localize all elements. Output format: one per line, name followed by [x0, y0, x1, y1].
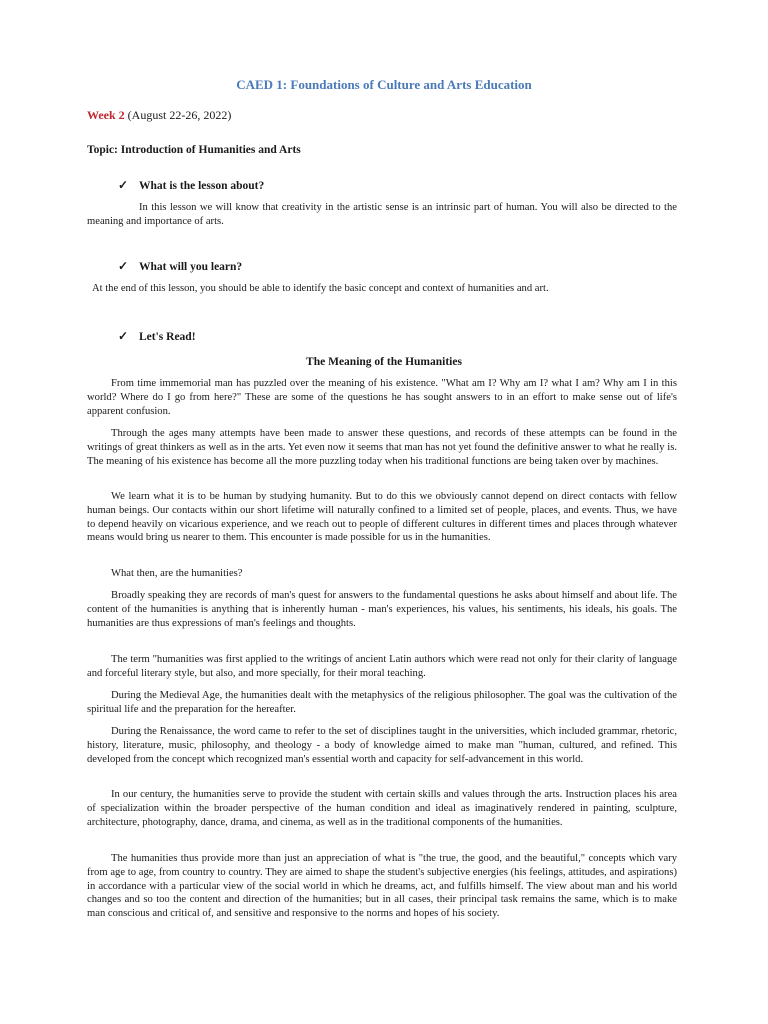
lets-read-heading	[118, 329, 196, 344]
reading-paragraph-1: From time immemorial man has puzzled over the meaning of his existence. "What am I? Why am I? what I am? Why am I in this world? Where do I go from here?" These are some of the questions he has sought answers to in an effort to make sense out of life's apparent confusion.	[87, 378, 677, 417]
topic-prefix: Topic:	[87, 144, 118, 156]
will-learn-body: At the end of this lesson, you should be able to identify the basic concept and context of humanities and art.	[92, 283, 549, 294]
reading-paragraph-4: What then, are the humanities?	[111, 568, 243, 579]
reading-paragraph-3: We learn what it is to be human by studying humanity. But to do this we obviously cannot depend on direct contacts with fellow human beings. Our contacts within our short lifetime will naturally confined to a limited set of people, places, and events. Thus, we have to depend heavily on vicarious experience, and we reach out to people of different cultures in different times and places through whatever means would bring us nearer to them. This encounter is made possible for us in the humanities.	[87, 491, 677, 544]
reading-paragraph-8: During the Renaissance, the word came to refer to the set of disciplines taught in the universities, which included grammar, rhetoric, history, literature, music, philosophy, and theology - a body of knowledge aimed to make man "human, cultured, and refined. This developed from the concept which recognized man's essential worth and capacity for self-advancement in this world.	[87, 726, 677, 765]
lesson-about-body: In this lesson we will know that creativity in the artistic sense is an intrinsic part of human. You will also be directed to the meaning and importance of arts.	[87, 202, 677, 227]
will-learn-heading-text: What will you learn?	[139, 260, 243, 273]
reading-paragraph-5: Broadly speaking they are records of man's quest for answers to the fundamental questions he asks about himself and about life. The content of the humanities is anything that is inherently human - man's experiences, his values, his sentiments, his ideals, his goals. The humanities are thus expressions of man's feelings and thoughts.	[87, 590, 677, 629]
topic-text: Introduction of Humanities and Arts	[120, 144, 301, 156]
checkmark-icon: ✓	[118, 329, 129, 343]
will-learn-heading	[118, 259, 242, 274]
reading-paragraph-2: Through the ages many attempts have been made to answer these questions, and records of these attempts can be found in the writings of great thinkers as well as in the arts. Yet even now it seems that man has not yet found the definitive answer to what he really is. The meaning of his existence has become all the more puzzling today when his traditional functions are being taken over by machines.	[87, 428, 677, 467]
checkmark-icon: ✓	[118, 259, 129, 273]
reading-paragraph-9: In our century, the humanities serve to provide the student with certain skills and values through the arts. Instruction places his area of specialization within the broader perspective of the human condition and ideal as imaginatively rendered in painting, sculpture, architecture, photography, dance, drama, and cinema, as well as in the traditional components of the humanities.	[87, 789, 677, 828]
week-line	[87, 108, 231, 123]
lets-read-heading-text: Let's Read!	[139, 330, 196, 343]
checkmark-icon: ✓	[118, 178, 129, 192]
week-dates: (August 22-26, 2022)	[127, 108, 232, 122]
reading-paragraph-7: During the Medieval Age, the humanities dealt with the metaphysics of the religious philosopher. The goal was the cultivation of the spiritual life and the preparation for the hereafter.	[87, 690, 677, 715]
lesson-about-heading-text: What is the lesson about?	[139, 179, 265, 192]
reading-paragraph-10: The humanities thus provide more than just an appreciation of what is "the true, the good, and the beautiful," concepts which vary from age to age, from country to country. They are aimed to shape the student's subjective energies (his feelings, attitudes, and aspirations) in accordance with a particular view of the social world in which he dreams, act, and fulfills himself. The view about man and his world changes and so too the content and direction of the humanities; but in all cases, their principal task remains the same, which is to make man conscious and critical of, and sensitive and responsive to the norms and hopes of his society.	[87, 853, 677, 920]
reading-paragraph-6: The term "humanities was first applied to the writings of ancient Latin authors which were read not only for their clarity of language and forceful literary style, but also, and more specially, for their moral teaching.	[87, 654, 677, 679]
topic-line	[87, 144, 301, 156]
course-title: CAED 1: Foundations of Culture and Arts Education	[236, 77, 532, 92]
lesson-about-heading	[118, 178, 264, 193]
week-label: Week 2	[87, 108, 125, 122]
reading-title: The Meaning of the Humanities	[306, 356, 462, 368]
